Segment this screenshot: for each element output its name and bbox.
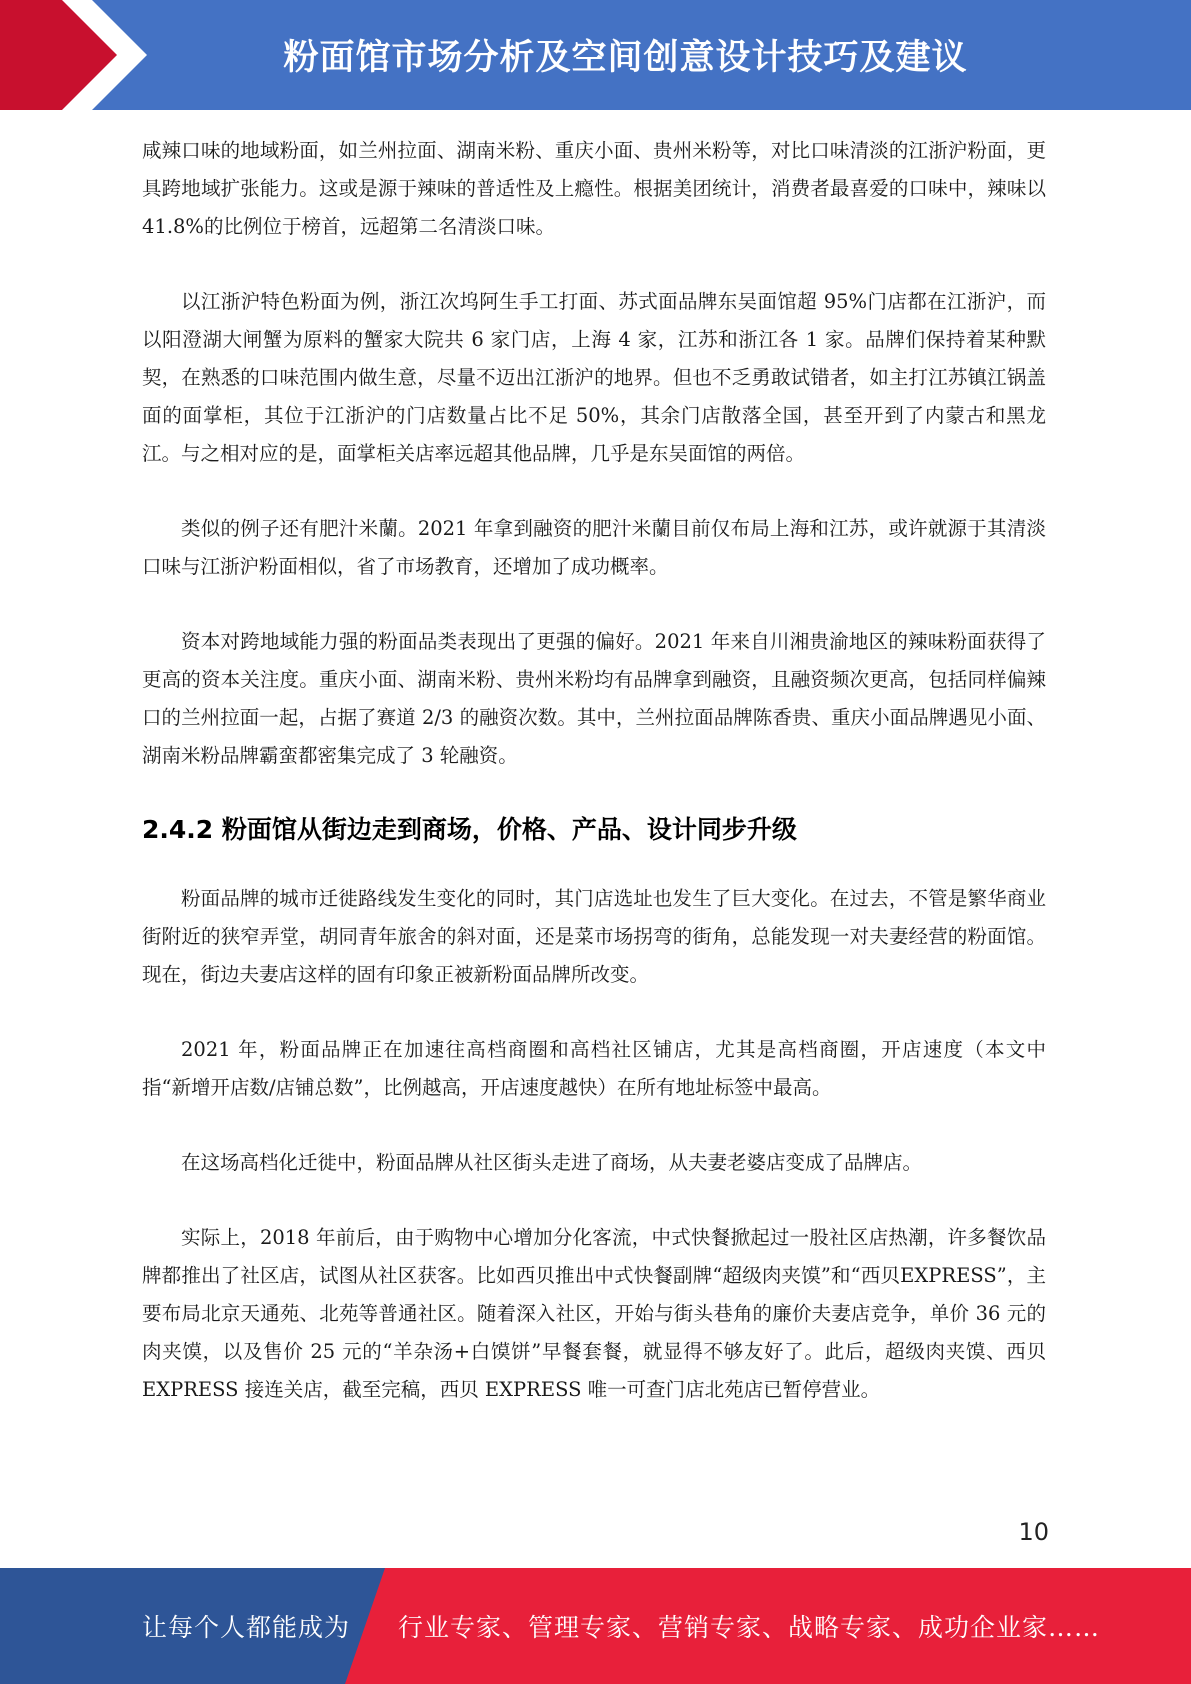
footer-slogan-right: 行业专家、管理专家、营销专家、战略专家、成功企业家…… [398, 1613, 1101, 1642]
paragraph: 在这场高档化迁徙中，粉面品牌从社区街头走进了商场，从夫妻老婆店变成了品牌店。 [181, 1151, 923, 1174]
page-header [0, 0, 1191, 110]
paragraph: 粉面品牌的城市迁徙路线发生变化的同时，其门店选址也发生了巨大变化。在过去，不管是繁华商业街附近的狭窄弄堂，胡同青年旅舍的斜对面，还是菜市场拐弯的街角，总能发现一对夫妻经营的粉面馆。现在，街边夫妻店这样的固有印象正被新粉面品牌所改变。 [142, 887, 1046, 986]
paragraph: 2021 年，粉面品牌正在加速往高档商圈和高档社区铺店，尤其是高档商圈，开店速度（本文中指“新增开店数/店铺总数”，比例越高，开店速度越快）在所有地址标签中最高。 [142, 1038, 1046, 1099]
document-title: 粉面馆市场分析及空间创意设计技巧及建议 [283, 38, 968, 78]
paragraph: 类似的例子还有肥汁米蘭。2021 年拿到融资的肥汁米蘭目前仅布局上海和江苏，或许就源于其清淡口味与江浙沪粉面相似，省了市场教育，还增加了成功概率。 [142, 517, 1046, 578]
footer-slogan-left: 让每个人都能成为 [142, 1613, 351, 1642]
paragraph: 以江浙沪特色粉面为例，浙江次坞阿生手工打面、苏式面品牌东吴面馆超 95%门店都在江浙沪，而以阳澄湖大闸蟹为原料的蟹家大院共 6 家门店，上海 4 家，江苏和浙江各 1 家。品牌们保持着某种默契，在熟悉的口味范围内做生意，尽量不迈出江浙沪的地界。但也不乏勇敢试错者，如主打江苏镇江锅盖面的面掌柜，其位于江浙沪的门店数量占比不足 50%，其余门店散落全国，甚至开到了内蒙古和黑龙江。与之相对应的是，面掌柜关店率远超其他品牌，几乎是东吴面馆的两倍。 [142, 290, 1046, 465]
page-number: 10 [1018, 1518, 1049, 1546]
paragraph: 咸辣口味的地域粉面，如兰州拉面、湖南米粉、重庆小面、贵州米粉等，对比口味清淡的江浙沪粉面，更具跨地域扩张能力。这或是源于辣味的普适性及上瘾性。根据美团统计，消费者最喜爱的口味中，辣味以 41.8%的比例位于榜首，远超第二名清淡口味。 [142, 139, 1046, 238]
section-heading: 2.4.2 粉面馆从街边走到商场，价格、产品、设计同步升级 [142, 815, 797, 844]
paragraph: 资本对跨地域能力强的粉面品类表现出了更强的偏好。2021 年来自川湘贵渝地区的辣味粉面获得了更高的资本关注度。重庆小面、湖南米粉、贵州米粉均有品牌拿到融资，且融资频次更高，包括同样偏辣口的兰州拉面一起，占据了赛道 2/3 的融资次数。其中，兰州拉面品牌陈香贵、重庆小面品牌遇见小面、湖南米粉品牌霸蛮都密集完成了 3 轮融资。 [142, 630, 1046, 767]
document-body [142, 132, 1046, 1446]
header-arrow-decoration [0, 0, 160, 110]
paragraph: 实际上，2018 年前后，由于购物中心增加分化客流，中式快餐掀起过一股社区店热潮，许多餐饮品牌都推出了社区店，试图从社区获客。比如西贝推出中式快餐副牌“超级肉夹馍”和“西贝EXPRESS”，主要布局北京天通苑、北苑等普通社区。随着深入社区，开始与街头巷角的廉价夫妻店竞争，单价 36 元的肉夹馍，以及售价 25 元的“羊杂汤+白馍饼”早餐套餐，就显得不够友好了。此后，超级肉夹馍、西贝 EXPRESS 接连关店，截至完稿，西贝 EXPRESS 唯一可查门店北苑店已暂停营业。 [142, 1226, 1046, 1401]
page-footer [0, 1568, 1191, 1684]
